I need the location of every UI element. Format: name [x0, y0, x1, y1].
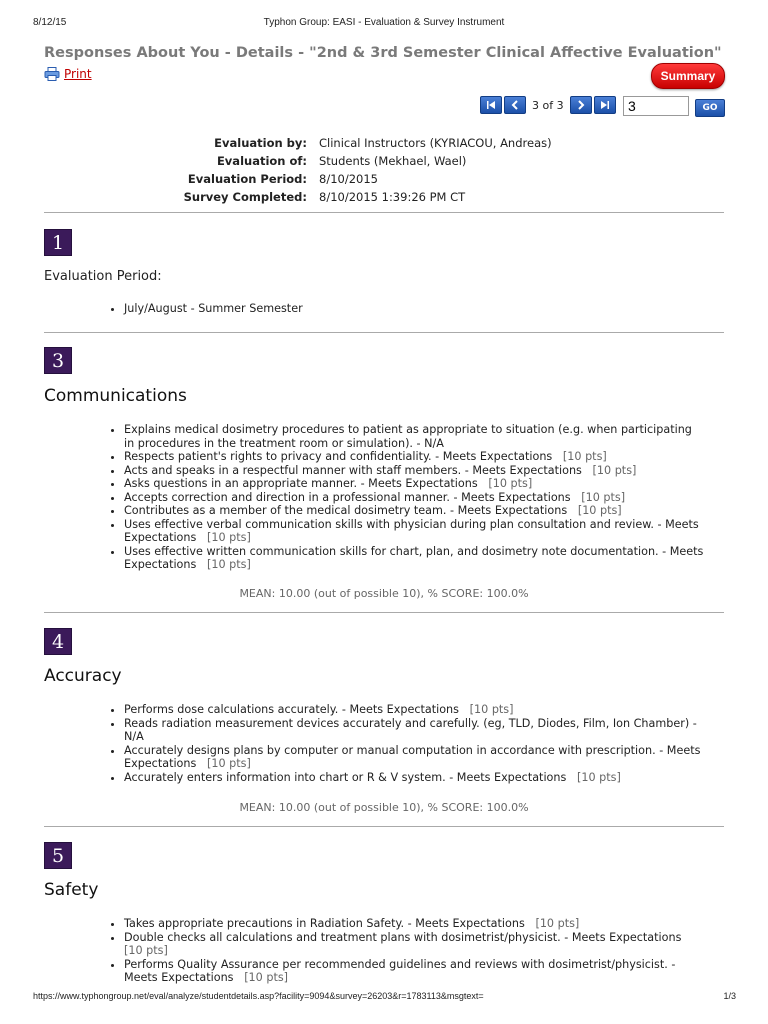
- list-item: [124, 491, 704, 505]
- print-link-label: Print: [64, 67, 92, 81]
- item-points: [10 pts]: [577, 770, 621, 784]
- item-text: Respects patient's rights to privacy and confidentiality. - Meets Expectations: [124, 450, 553, 463]
- item-text: Uses effective verbal communication skills with physician during plan consultation and review. - Meets Expectations: [124, 517, 699, 544]
- first-page-icon: [485, 100, 497, 110]
- first-page-button[interactable]: [480, 96, 502, 114]
- item-text: July/August - Summer Semester: [124, 302, 303, 315]
- question-label: Evaluation Period:: [44, 269, 162, 284]
- page-number-input[interactable]: [623, 96, 689, 116]
- item-points: [10 pts]: [581, 490, 626, 504]
- item-text: Accepts correction and direction in a professional manner. - Meets Expectations: [124, 490, 571, 504]
- next-page-button[interactable]: [570, 96, 592, 114]
- page-title: Responses About You - Details - "2nd & 3rd Semester Clinical Affective Evaluation": [44, 45, 722, 61]
- section-mean-score: MEAN: 10.00 (out of possible 10), % SCORE: 100.0%: [239, 801, 529, 814]
- print-title: Typhon Group: EASI - Evaluation & Survey Instrument: [263, 17, 505, 28]
- list-item: [124, 518, 704, 545]
- item-text: Takes appropriate precautions in Radiation Safety. - Meets Expectations: [124, 917, 525, 930]
- item-text: Performs dose calculations accurately. - Meets Expectations: [124, 703, 459, 716]
- item-text: Acts and speaks in a respectful manner with staff members. - Meets Expectations: [124, 463, 582, 477]
- meta-label: Evaluation of:: [216, 154, 307, 168]
- list-item: [124, 545, 704, 572]
- meta-value: 8/10/2015: [319, 172, 378, 186]
- meta-row: [0, 136, 768, 154]
- meta-label: Evaluation Period:: [187, 172, 307, 186]
- print-page-number: 1/3: [723, 991, 736, 1001]
- item-text: Reads radiation measurement devices accurately and carefully. (eg, TLD, Diodes, Film, Ion Chamber) - N/A: [124, 716, 697, 743]
- item-text: Double checks all calculations and treatment plans with dosimetrist/physicist. - Meets Expectations: [124, 930, 682, 944]
- previous-page-button[interactable]: [504, 96, 526, 114]
- item-text: Accurately enters information into chart or R & V system. - Meets Expectations: [124, 770, 567, 784]
- section-divider: [44, 612, 724, 613]
- item-points: [10 pts]: [562, 450, 607, 463]
- item-points: [10 pts]: [244, 971, 289, 984]
- question-number: 3: [44, 347, 72, 374]
- meta-value: Students (Mekhael, Wael): [319, 154, 467, 168]
- list-item: [124, 504, 704, 518]
- print-url: https://www.typhongroup.net/eval/analyze/studentdetails.asp?facility=9094&survey=26203&r=1783113&msgtext=: [33, 991, 484, 1001]
- chevron-right-icon: [575, 100, 587, 110]
- item-points: [10 pts]: [207, 531, 251, 544]
- response-list: [108, 917, 704, 985]
- meta-row: [0, 172, 768, 190]
- response-list: [108, 423, 704, 572]
- item-points: [10 pts]: [577, 504, 622, 517]
- pager: [480, 96, 618, 114]
- list-item: [124, 917, 704, 931]
- item-text: Uses effective written communication skills for chart, plan, and dosimetry note documentation. - Meets Expectations: [124, 544, 704, 571]
- list-item: [124, 958, 704, 985]
- list-item: [124, 771, 704, 785]
- last-page-icon: [599, 100, 611, 110]
- meta-row: [0, 154, 768, 172]
- question-number: 4: [44, 628, 72, 655]
- list-item: [124, 450, 704, 464]
- meta-value: 8/10/2015 1:39:26 PM CT: [319, 190, 466, 204]
- question-number: 1: [44, 229, 72, 256]
- section-title: Accuracy: [44, 666, 122, 686]
- section-mean-score: MEAN: 10.00 (out of possible 10), % SCORE: 100.0%: [239, 587, 529, 600]
- section-divider: [44, 332, 724, 333]
- item-text: Asks questions in an appropriate manner. - Meets Expectations: [124, 477, 478, 490]
- item-points: [10 pts]: [207, 757, 251, 770]
- item-points: [10 pts]: [469, 703, 514, 716]
- item-points: [10 pts]: [207, 558, 251, 571]
- question-number: 5: [44, 842, 72, 869]
- list-item: [124, 703, 704, 717]
- meta-value: Clinical Instructors (KYRIACOU, Andreas): [319, 136, 552, 150]
- item-points: [10 pts]: [124, 944, 168, 957]
- item-points: [10 pts]: [592, 463, 637, 477]
- list-item: [124, 717, 704, 744]
- response-list: [108, 703, 704, 784]
- list-item: [124, 423, 704, 450]
- chevron-left-icon: [509, 100, 521, 110]
- item-text: Performs Quality Assurance per recommended guidelines and reviews with dosimetrist/physicist. - Meets Expectations: [124, 957, 676, 984]
- go-button[interactable]: GO: [695, 99, 725, 117]
- list-item: [124, 477, 704, 491]
- meta-label: Evaluation by:: [214, 136, 307, 150]
- item-text: Accurately designs plans by computer or manual computation in accordance with prescription. - Meets Expectations: [124, 743, 701, 770]
- printer-icon: [44, 67, 60, 81]
- list-item: [124, 464, 704, 478]
- list-item: [124, 744, 704, 771]
- item-text: Contributes as a member of the medical dosimetry team. - Meets Expectations: [124, 504, 568, 517]
- pager-label: 3 of 3: [532, 98, 564, 112]
- meta-label: Survey Completed:: [183, 190, 307, 204]
- section-divider: [44, 826, 724, 827]
- section-title: Communications: [44, 386, 187, 406]
- item-points: [10 pts]: [488, 477, 533, 490]
- meta-row: [0, 190, 768, 208]
- item-text: Explains medical dosimetry procedures to patient as appropriate to situation (e.g. when participating in procedures in the treatment room or simulation). - N/A: [124, 423, 692, 450]
- last-page-button[interactable]: [594, 96, 616, 114]
- item-points: [10 pts]: [535, 917, 580, 930]
- list-item: [124, 931, 704, 958]
- list-item: [124, 302, 704, 316]
- section-divider: [44, 212, 724, 213]
- print-link[interactable]: [44, 67, 92, 81]
- print-date: 8/12/15: [33, 17, 67, 28]
- evaluation-meta: [0, 136, 768, 208]
- response-list: [108, 302, 704, 316]
- section-title: Safety: [44, 880, 99, 900]
- summary-button[interactable]: Summary: [651, 63, 725, 89]
